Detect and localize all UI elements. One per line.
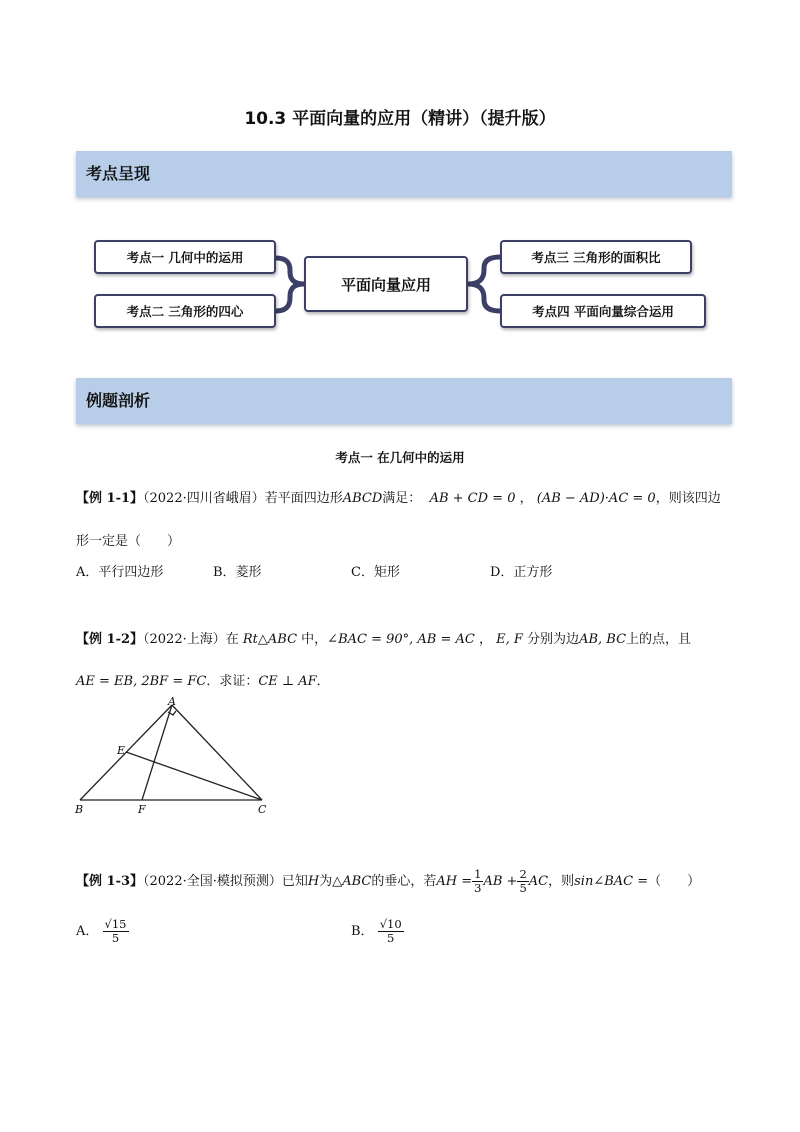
text: 上的点，且 <box>626 632 692 647</box>
fraction-denominator: 5 <box>519 881 527 895</box>
mindmap-center-label: 平面向量应用 <box>340 275 431 294</box>
mindmap-node-point4 <box>500 294 706 328</box>
vertex-label-e: E <box>117 744 126 757</box>
math-triangle: Rt△ABC <box>242 632 298 647</box>
text: 中， <box>301 632 328 647</box>
fraction-numerator: √15 <box>104 917 127 931</box>
option-d: D．正方形 <box>490 565 553 580</box>
math-goal: CE ⊥ AF <box>258 674 317 689</box>
fraction-numerator: 1 <box>474 867 482 881</box>
option-fraction <box>103 918 129 945</box>
option-label: B． <box>351 924 374 939</box>
answer-paren: （ ） <box>648 874 701 889</box>
fraction-two-fifths <box>517 868 528 895</box>
math-h: H <box>307 874 320 889</box>
math-quad: ABCD <box>342 491 383 506</box>
option-c: C．矩形 <box>351 565 400 580</box>
math-condition: AE = EB, 2BF = FC <box>76 674 207 689</box>
mindmap-node-label: 考点二 三角形的四心 <box>126 304 244 319</box>
triangle-figure <box>70 695 280 825</box>
math-condition: ∠BAC = 90°, AB = AC <box>327 632 475 647</box>
fraction-denominator: 3 <box>474 881 482 895</box>
option-fraction <box>378 918 404 945</box>
vertex-label-f: F <box>138 803 146 816</box>
mindmap-node-point3 <box>500 240 692 274</box>
math-condition-2: (AB − AD)·AC = 0 <box>536 491 656 506</box>
example-label: 【例 1-3】 <box>76 874 144 889</box>
band-label: 例题剖析 <box>86 391 151 410</box>
text: 分别为边 <box>527 632 580 647</box>
band-label: 考点呈现 <box>86 164 151 183</box>
math-term: AB + <box>483 874 518 889</box>
example-1-2-line1: 【例 1-2】（2022·上海）在 Rt△ABC 中，∠BAC = 90°, AB = AC ， E, F 分别为边AB, BC上的点，且 <box>76 632 692 647</box>
option-label: A． <box>76 924 99 939</box>
text: ，则该四边 <box>655 491 721 506</box>
math-edges: AB, BC <box>579 632 627 647</box>
math-points: E, F <box>496 632 523 647</box>
fraction-numerator: 2 <box>519 867 527 881</box>
math-term: AC <box>528 874 549 889</box>
fraction-denominator: 5 <box>111 931 120 945</box>
fraction-numerator: √10 <box>379 917 402 931</box>
option-b: B．菱形 <box>213 565 262 580</box>
math-question: sin∠BAC = <box>574 874 649 889</box>
text: ．求证： <box>206 674 259 689</box>
mindmap-node-label: 考点四 平面向量综合运用 <box>532 304 674 319</box>
mindmap-node-point2 <box>94 294 276 328</box>
vertex-label-b: B <box>75 803 84 816</box>
example-1-3-line1 <box>76 868 700 895</box>
text: ，则 <box>548 874 575 889</box>
option-b <box>351 918 404 945</box>
example-source: （2022·上海）在 <box>143 632 239 647</box>
fraction-denominator: 5 <box>387 931 395 945</box>
math-eq-left: AH = <box>436 874 473 889</box>
math-condition-1: AB + CD = 0 <box>429 491 516 506</box>
mindmap-node-label: 考点三 三角形的面积比 <box>531 250 661 265</box>
section-band-examples <box>76 378 732 424</box>
example-1-1-line2: 形一定是（ ） <box>76 534 181 549</box>
option-a <box>76 918 129 945</box>
math-triangle: △ABC <box>332 874 372 889</box>
fraction-one-third <box>472 868 483 895</box>
page-title: 10.3 平面向量的应用（精讲）（提升版） <box>244 109 556 129</box>
vertex-label-c: C <box>258 803 267 816</box>
text: 满足： <box>382 491 422 506</box>
text: 的垂心，若 <box>371 874 437 889</box>
section-title: 考点一 在几何中的运用 <box>335 450 465 465</box>
option-a: A．平行四边形 <box>76 565 164 580</box>
example-1-2-line2: AE = EB, 2BF = FC．求证：CE ⊥ AF． <box>76 674 330 689</box>
example-1-1-line1: 【例 1-1】（2022·四川省峨眉）若平面四边形ABCD满足： AB + CD = 0 ， (AB − AD)·AC = 0，则该四边 <box>76 491 721 506</box>
example-source: （2022·四川省峨眉）若平面四边形 <box>143 491 343 506</box>
vertex-label-a: A <box>168 695 176 708</box>
mindmap-center-node <box>304 256 468 312</box>
example-label: 【例 1-2】 <box>76 632 144 647</box>
mindmap-node-point1 <box>94 240 276 274</box>
text: 为 <box>319 874 333 889</box>
example-source: （2022·全国·模拟预测）已知 <box>143 874 308 889</box>
mindmap-node-label: 考点一 几何中的运用 <box>126 250 244 265</box>
example-label: 【例 1-1】 <box>76 491 144 506</box>
